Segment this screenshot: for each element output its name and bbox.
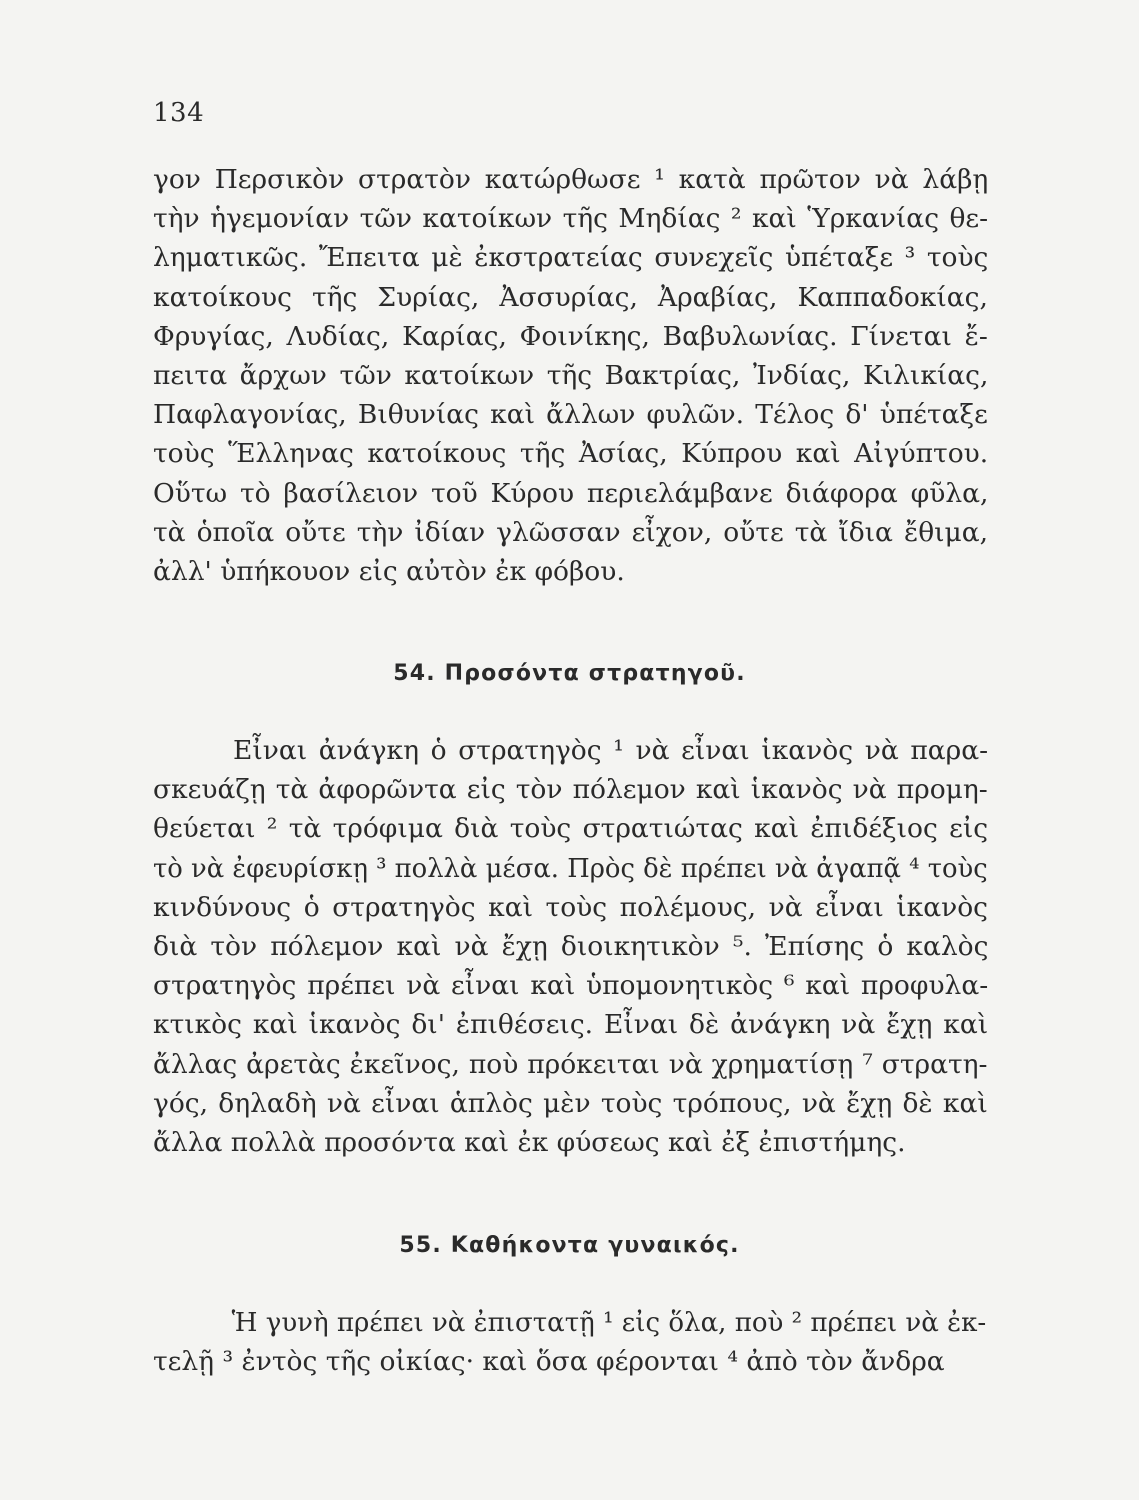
- paragraph-cyrus: [153, 160, 988, 591]
- text-line: τὰ ὁποῖα οὔτε τὴν ἰδίαν γλῶσσαν εἶχον, οὔτε τὰ ἴδια ἔθιμα,: [153, 516, 989, 548]
- text-line: ἄλλας ἀρετὰς ἐκεῖνος, ποὺ πρόκειται νὰ χρηματίσῃ ⁷ στρατη-: [153, 1048, 988, 1080]
- paragraph-woman: [153, 1303, 988, 1381]
- text-line: στρατηγὸς πρέπει νὰ εἶναι καὶ ὑπομονητικὸς ⁶ καὶ προφυλα-: [153, 970, 989, 1002]
- text-line: ἄλλα πολλὰ προσόντα καὶ ἐκ φύσεως καὶ ἐξ ἐπιστήμης.: [153, 1126, 906, 1158]
- text-line: Οὕτω τὸ βασίλειον τοῦ Κύρου περιελάμβανε διάφορα φῦλα,: [153, 477, 989, 509]
- text-line: ληματικῶς. Ἔπειτα μὲ ἐκστρατείας συνεχεῖς ὑπέταξε ³ τοὺς: [153, 242, 989, 274]
- text-line: ἀλλ' ὑπήκουον εἰς αὐτὸν ἐκ φόβου.: [153, 555, 625, 587]
- section-heading-55: 55. Καθήκοντα γυναικός.: [399, 1233, 740, 1258]
- text-line: θεύεται ² τὰ τρόφιμα διὰ τοὺς στρατιώτας καὶ ἐπιδέξιος εἰς: [153, 813, 989, 845]
- text-line: κινδύνους ὁ στρατηγὸς καὶ τοὺς πολέμους, νὰ εἶναι ἱκανὸς: [153, 891, 989, 923]
- text-line: πειτα ἄρχων τῶν κατοίκων τῆς Βακτρίας, Ἰνδίας, Κιλικίας,: [153, 359, 989, 391]
- text-line: γός, δηλαδὴ νὰ εἶναι ἁπλὸς μὲν τοὺς τρόπους, νὰ ἔχῃ δὲ καὶ: [153, 1087, 988, 1119]
- text-line: τὸ νὰ ἐφευρίσκῃ ³ πολλὰ μέσα. Πρὸς δὲ πρέπει νὰ ἀγαπᾷ ⁴ τοὺς: [153, 852, 988, 884]
- text-line: Παφλαγονίας, Βιθυνίας καὶ ἄλλων φυλῶν. Τέλος δ' ὑπέταξε: [153, 399, 988, 431]
- text-line: γον Περσικὸν στρατὸν κατώρθωσε ¹ κατὰ πρῶτον νὰ λάβῃ: [153, 164, 989, 195]
- text-line: διὰ τὸν πόλεμον καὶ νὰ ἔχῃ διοικητικὸν ⁵. Ἐπίσης ὁ καλὸς: [153, 930, 989, 962]
- section-heading-54: 54. Προσόντα στρατηγοῦ.: [393, 661, 746, 686]
- text-line: τὴν ἡγεμονίαν τῶν κατοίκων τῆς Μηδίας ² καὶ Ὑρκανίας θε-: [153, 203, 989, 235]
- page-number: 134: [153, 98, 205, 128]
- text-line: τελῇ ³ ἐντὸς τῆς οἰκίας· καὶ ὅσα φέρονται ⁴ ἀπὸ τὸν ἄνδρα: [153, 1346, 945, 1378]
- text-line: Εἶναι ἀνάγκη ὁ στρατηγὸς ¹ νὰ εἶναι ἱκανὸς νὰ παρα-: [233, 735, 989, 766]
- text-line: σκευάζῃ τὰ ἀφορῶντα εἰς τὸν πόλεμον καὶ ἱκανὸς νὰ προμη-: [153, 774, 988, 806]
- text-line: τοὺς Ἕλληνας κατοίκους τῆς Ἀσίας, Κύπρου καὶ Αἰγύπτου.: [153, 438, 989, 470]
- text-line: κτικὸς καὶ ἱκανὸς δι' ἐπιθέσεις. Εἶναι δὲ ἀνάγκη νὰ ἔχῃ καὶ: [153, 1009, 989, 1041]
- text-line: Ἡ γυνὴ πρέπει νὰ ἐπιστατῇ ¹ εἰς ὅλα, ποὺ ² πρέπει νὰ ἐκ-: [231, 1307, 987, 1338]
- text-line: κατοίκους τῆς Συρίας, Ἀσσυρίας, Ἀραβίας, Καππαδοκίας,: [153, 281, 988, 313]
- text-line: Φρυγίας, Λυδίας, Καρίας, Φοινίκης, Βαβυλωνίας. Γίνεται ἔ-: [153, 320, 988, 352]
- paragraph-general: [153, 731, 988, 1162]
